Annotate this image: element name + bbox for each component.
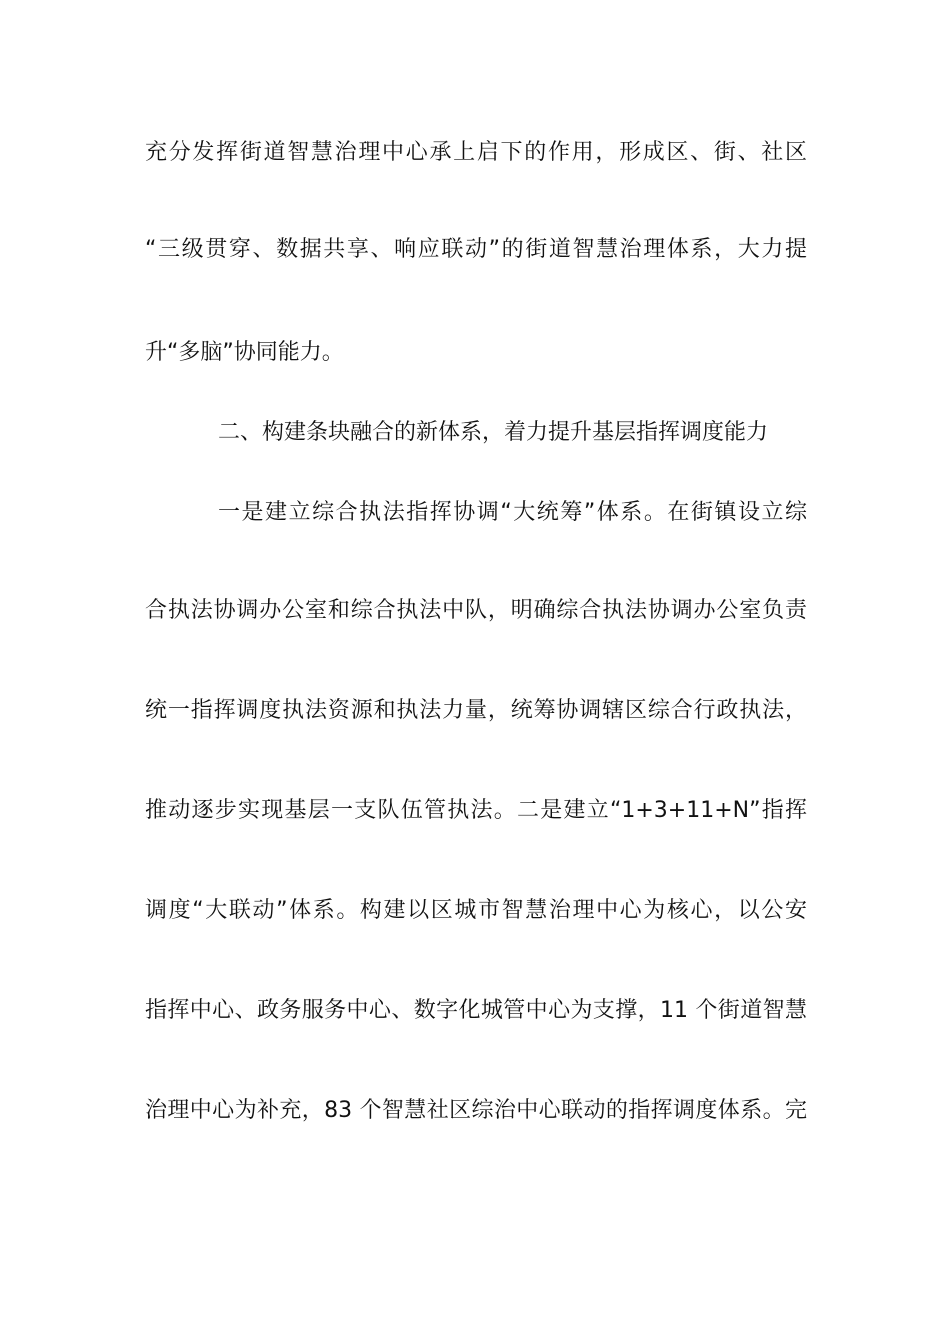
section-heading: 二、构建条块融合的新体系，着力提升基层指挥调度能力 xyxy=(218,420,769,445)
paragraph-line: 一是建立综合执法指挥协调“大统筹”体系。在街镇设立综 xyxy=(218,500,807,525)
paragraph-line: “三级贯穿、数据共享、响应联动”的街道智慧治理体系，大力提 xyxy=(145,237,807,262)
paragraph-line: 合执法协调办公室和综合执法中队，明确综合执法协调办公室负责 xyxy=(145,598,807,623)
paragraph-line: 调度“大联动”体系。构建以区城市智慧治理中心为核心，以公安 xyxy=(145,898,807,923)
paragraph-line: 推动逐步实现基层一支队伍管执法。二是建立“1+3+11+N”指挥 xyxy=(145,798,807,823)
paragraph-line: 治理中心为补充，83 个智慧社区综治中心联动的指挥调度体系。完 xyxy=(145,1098,807,1123)
paragraph-line: 升“多脑”协同能力。 xyxy=(145,340,344,365)
paragraph-line: 指挥中心、政务服务中心、数字化城管中心为支撑，11 个街道智慧 xyxy=(145,998,807,1023)
paragraph-line: 统一指挥调度执法资源和执法力量，统筹协调辖区综合行政执法， xyxy=(145,698,807,723)
paragraph-line: 充分发挥街道智慧治理中心承上启下的作用，形成区、街、社区 xyxy=(145,140,807,165)
